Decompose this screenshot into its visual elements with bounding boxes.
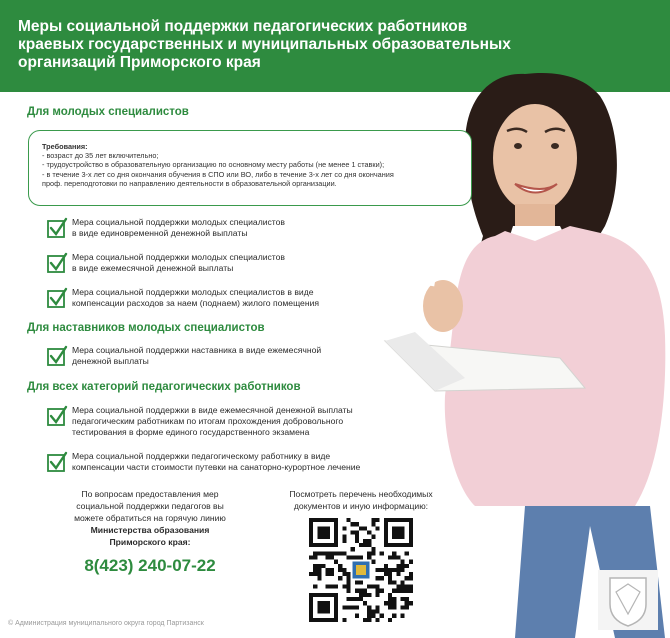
support-item: [46, 216, 376, 246]
requirements-box: [28, 130, 472, 206]
hotline-info: [40, 488, 260, 548]
item-line: Мера социальной поддержки молодых специалистов: [72, 217, 285, 227]
support-item: [46, 450, 376, 480]
check-box-icon: [46, 451, 68, 473]
title-line: Меры социальной поддержки педагогических работников: [18, 18, 468, 35]
ministry-name: Приморского края:: [109, 537, 191, 547]
item-line: Мера социальной поддержки педагогическому работнику в виде: [72, 451, 331, 461]
item-line: денежной выплаты: [72, 356, 149, 366]
requirement-line: - возраст до 35 лет включительно;: [42, 151, 159, 161]
coat-of-arms-icon: [598, 570, 658, 630]
item-text: [72, 287, 319, 309]
hotline-phone[interactable]: 8(423) 240-07-22: [84, 556, 216, 575]
qr-caption-line: Посмотреть перечень необходимых: [289, 489, 433, 499]
item-line: педагогическим работникам по итогам прохождения добровольного: [72, 416, 344, 426]
item-line: в виде единовременной денежной выплаты: [72, 228, 248, 238]
hotline-line: По вопросам предоставления мер: [81, 489, 219, 499]
item-line: Мера социальной поддержки в виде ежемесячной денежной выплаты: [72, 405, 353, 415]
hotline-line: социальной поддержки педагогов вы: [76, 501, 224, 511]
requirements-title: Требования:: [42, 142, 88, 151]
item-text: [72, 217, 285, 239]
support-item: [46, 286, 376, 316]
qr-caption-line: документов и иную информацию:: [293, 501, 429, 511]
check-box-icon: [46, 287, 68, 309]
item-line: Мера социальной поддержки молодых специалистов: [72, 252, 285, 262]
support-item: [46, 404, 376, 444]
item-text: [72, 405, 353, 438]
section-title-all: Для всех категорий педагогических работников: [27, 381, 301, 393]
item-text: [72, 252, 285, 274]
title-line: организаций Приморского края: [18, 54, 261, 71]
title-line: краевых государственных и муниципальных образовательных: [18, 36, 511, 53]
item-line: компенсации расходов за наем (поднаем) жилого помещения: [72, 298, 320, 308]
item-line: тестирования в форме единого государственного экзамена: [72, 427, 310, 437]
section-title-young: Для молодых специалистов: [27, 106, 189, 118]
requirement-line: - в течение 3-х лет со дня окончания обучения в СПО или ВО, либо в течение 3-х лет со дня окончания: [42, 169, 394, 179]
check-box-icon: [46, 252, 68, 274]
item-line: компенсации части стоимости путевки на санаторно-курортное лечение: [72, 462, 361, 472]
support-item: [46, 344, 376, 374]
check-box-icon: [46, 345, 68, 367]
section-title-mentors: Для наставников молодых специалистов: [27, 322, 265, 334]
requirement-line: - трудоустройство в образовательную организацию по основному месту работы (не менее 1 ставки);: [42, 160, 385, 170]
check-box-icon: [46, 405, 68, 427]
page-title: [18, 18, 578, 72]
item-text: [72, 345, 321, 367]
hotline-line: можете обратиться на горячую линию: [74, 513, 226, 523]
requirement-line: проф. переподготовки по направлению деятельности в образовательной организации.: [42, 178, 337, 188]
footer-copyright: © Администрация муниципального округа город Партизанск: [8, 620, 204, 627]
item-line: Мера социальной поддержки молодых специалистов в виде: [72, 287, 314, 297]
item-line: Мера социальной поддержки наставника в виде ежемесячной: [72, 345, 322, 355]
support-item: [46, 251, 376, 281]
qr-caption: [268, 488, 454, 512]
qr-code[interactable]: [309, 518, 413, 622]
item-line: в виде ежемесячной денежной выплаты: [72, 263, 234, 273]
item-text: [72, 451, 360, 473]
ministry-name: Министерства образования: [90, 525, 210, 535]
check-box-icon: [46, 217, 68, 239]
